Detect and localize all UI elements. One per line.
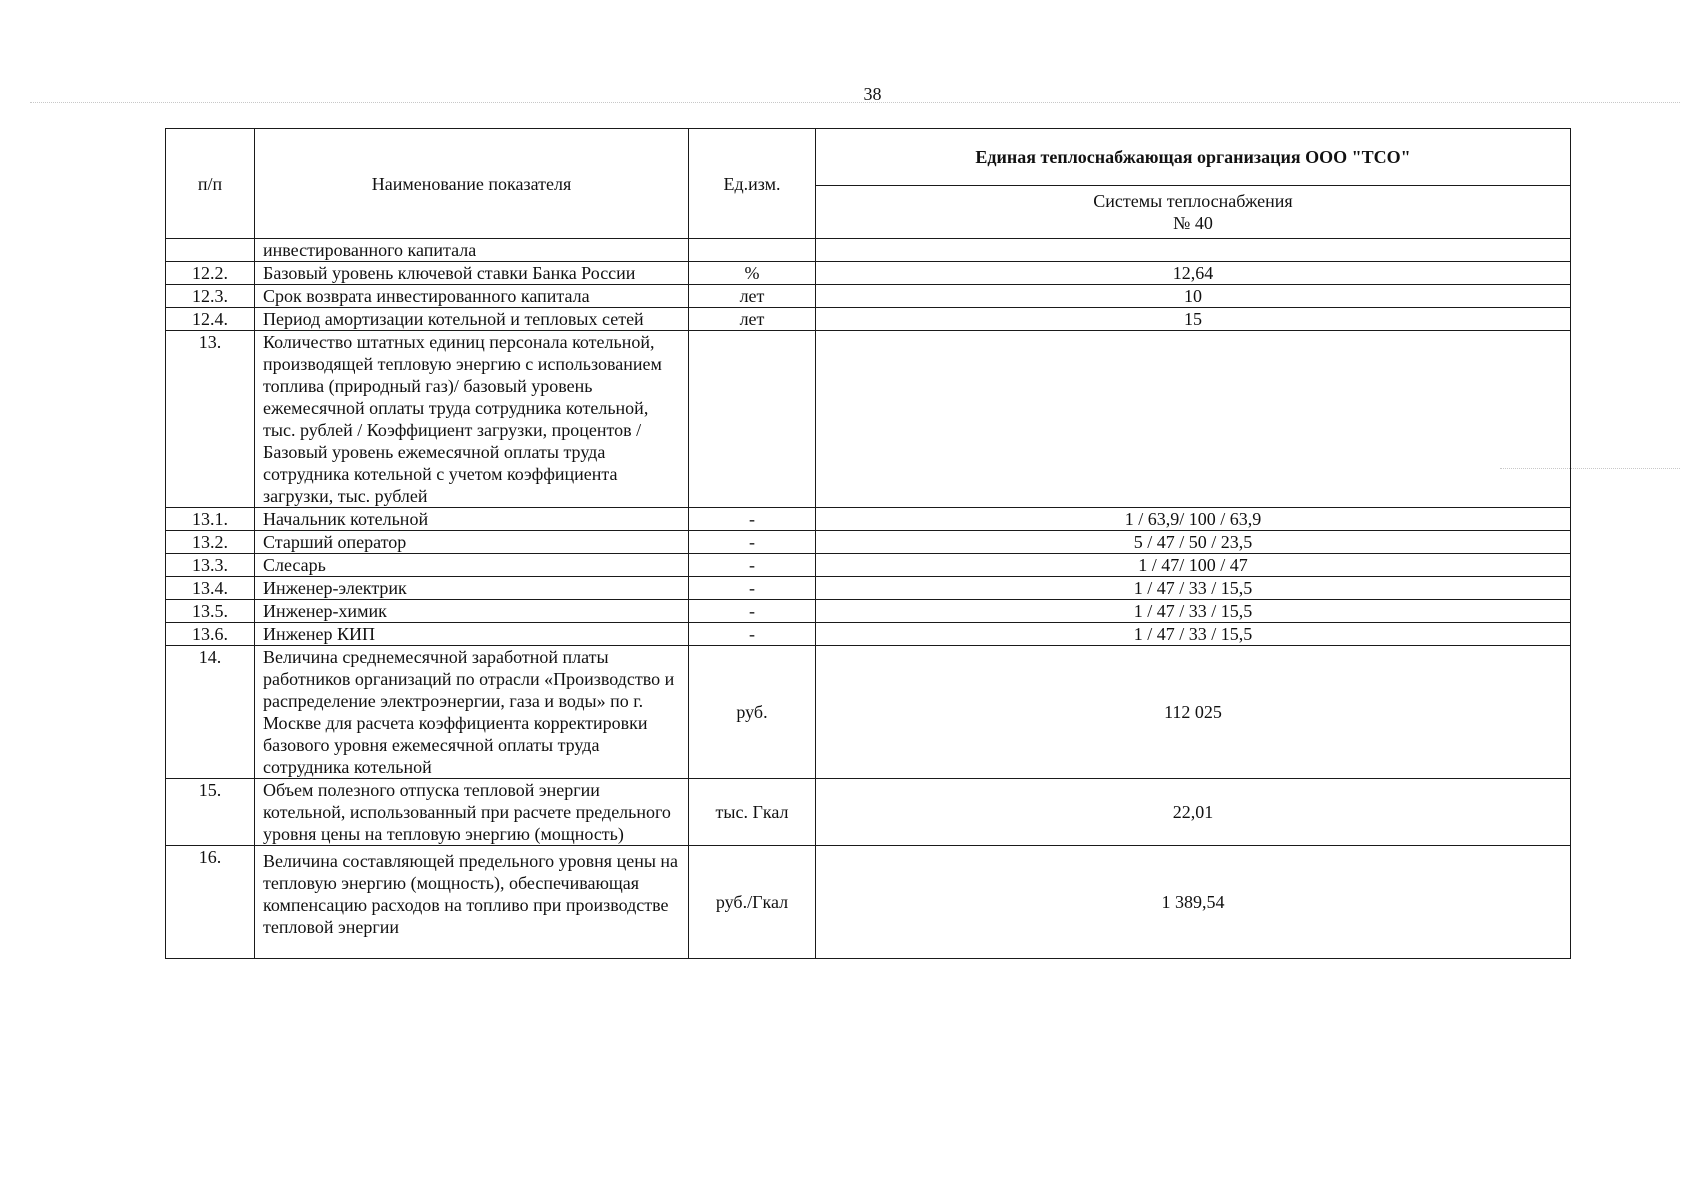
row-name: Количество штатных единиц персонала котельной, производящей тепловую энергию с использованием топлива (природный газ)/ базовый уровень ежемесячной оплаты труда сотрудника котельной, тыс. рублей / Коэффициент загрузки, процентов / Базовый уровень ежемесячной оплаты труда сотрудника котельной с учетом коэффициента загрузки, тыс. рублей xyxy=(255,331,689,508)
row-value: 1 / 47 / 33 / 15,5 xyxy=(816,600,1571,623)
row-name: Инженер КИП xyxy=(255,623,689,646)
row-unit: - xyxy=(689,600,816,623)
header-heat-system-label: Системы теплоснабжения xyxy=(1093,191,1293,211)
row-name: Базовый уровень ключевой ставки Банка России xyxy=(255,262,689,285)
row-unit: - xyxy=(689,508,816,531)
row-number: 13. xyxy=(166,331,255,508)
row-number: 15. xyxy=(166,779,255,846)
row-name: Слесарь xyxy=(255,554,689,577)
row-unit xyxy=(689,331,816,508)
row-value: 112 025 xyxy=(816,646,1571,779)
header-unit: Ед.изм. xyxy=(689,129,816,239)
table-row xyxy=(166,285,1571,308)
row-unit: руб. xyxy=(689,646,816,779)
row-number: 13.4. xyxy=(166,577,255,600)
page-number: 38 xyxy=(863,84,882,104)
row-number: 16. xyxy=(166,846,255,959)
row-value: 1 / 47 / 33 / 15,5 xyxy=(816,577,1571,600)
row-name: Период амортизации котельной и тепловых сетей xyxy=(255,308,689,331)
table-row xyxy=(166,646,1571,779)
row-unit: - xyxy=(689,554,816,577)
header-name: Наименование показателя xyxy=(255,129,689,239)
table-row xyxy=(166,600,1571,623)
header-heat-system xyxy=(816,186,1571,239)
header-organization: Единая теплоснабжающая организация ООО "ТСО" xyxy=(816,129,1571,186)
row-name: Срок возврата инвестированного капитала xyxy=(255,285,689,308)
table-row xyxy=(166,308,1571,331)
row-name: Инженер-химик xyxy=(255,600,689,623)
table-row xyxy=(166,331,1571,508)
row-unit: руб./Гкал xyxy=(689,846,816,959)
table-row xyxy=(166,577,1571,600)
row-number xyxy=(166,239,255,262)
row-number: 13.1. xyxy=(166,508,255,531)
tariff-indicators-table xyxy=(165,128,1571,959)
scan-artifact-line xyxy=(30,102,1680,103)
row-unit: - xyxy=(689,577,816,600)
row-value: 12,64 xyxy=(816,262,1571,285)
row-value xyxy=(816,239,1571,262)
row-name: Инженер-электрик xyxy=(255,577,689,600)
table-row xyxy=(166,846,1571,959)
row-value: 1 / 63,9/ 100 / 63,9 xyxy=(816,508,1571,531)
row-number: 13.2. xyxy=(166,531,255,554)
table-row xyxy=(166,508,1571,531)
row-number: 12.4. xyxy=(166,308,255,331)
table-row xyxy=(166,239,1571,262)
row-value: 22,01 xyxy=(816,779,1571,846)
row-value xyxy=(816,331,1571,508)
row-number: 13.6. xyxy=(166,623,255,646)
row-name: Величина составляющей предельного уровня цены на тепловую энергию (мощность), обеспечивающая компенсацию расходов на топливо при производстве тепловой энергии xyxy=(255,846,689,959)
table-row xyxy=(166,554,1571,577)
row-name: Начальник котельной xyxy=(255,508,689,531)
row-unit: тыс. Гкал xyxy=(689,779,816,846)
row-number: 14. xyxy=(166,646,255,779)
row-name: инвестированного капитала xyxy=(255,239,689,262)
row-name: Объем полезного отпуска тепловой энергии котельной, использованный при расчете предельного уровня цены на тепловую энергию (мощность) xyxy=(255,779,689,846)
row-value: 1 389,54 xyxy=(816,846,1571,959)
row-value: 15 xyxy=(816,308,1571,331)
table-header-row xyxy=(166,129,1571,186)
row-value: 10 xyxy=(816,285,1571,308)
row-name: Величина среднемесячной заработной платы работников организаций по отрасли «Производство и распределение электроэнергии, газа и воды» по г. Москве для расчета коэффициента корректировки базового уровня ежемесячной оплаты труда сотрудника котельной xyxy=(255,646,689,779)
row-number: 13.5. xyxy=(166,600,255,623)
row-unit xyxy=(689,239,816,262)
table-row xyxy=(166,623,1571,646)
row-unit: лет xyxy=(689,285,816,308)
row-value: 1 / 47 / 33 / 15,5 xyxy=(816,623,1571,646)
header-heat-system-number: № 40 xyxy=(1173,213,1213,233)
header-number: п/п xyxy=(166,129,255,239)
row-value: 5 / 47 / 50 / 23,5 xyxy=(816,531,1571,554)
row-unit: - xyxy=(689,531,816,554)
table-row xyxy=(166,531,1571,554)
row-unit: лет xyxy=(689,308,816,331)
row-number: 12.3. xyxy=(166,285,255,308)
table-row xyxy=(166,262,1571,285)
row-value: 1 / 47/ 100 / 47 xyxy=(816,554,1571,577)
row-unit: % xyxy=(689,262,816,285)
row-number: 12.2. xyxy=(166,262,255,285)
row-unit: - xyxy=(689,623,816,646)
row-number: 13.3. xyxy=(166,554,255,577)
row-name: Старший оператор xyxy=(255,531,689,554)
table-row xyxy=(166,779,1571,846)
